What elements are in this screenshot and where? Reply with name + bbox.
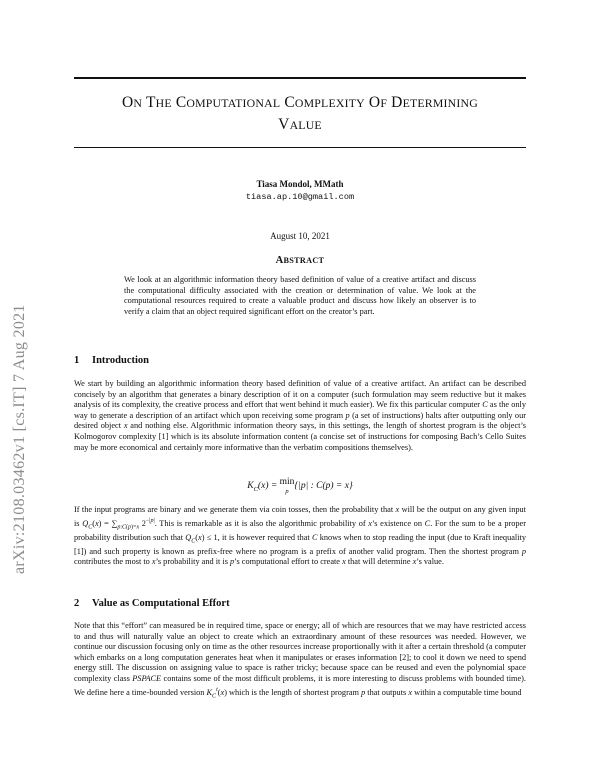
intro-paragraph-2: If the input programs are binary and we generate them via coin tosses, then the probability that x will be the output on any given input is $Q_C(x) = \sum_{p:C(p)=x}$ $2^{-|p|}$. This is remarkable as it is also the algorithmic probability of x’s existence on C. For the sum to be a proper probability distribution such that $Q_C(x) \le 1$, it is however required that C knows when to stop reading the input (due to Kraft inequality [1]) and such property is known as prefix-free where no program is a prefix of another valid program. Then the shortest program p contributes the most to x’s probability and it is p’s computational effort to create x that will determine x’s value. bbox=[74, 505, 527, 567]
intro-paragraph-1: We start by building an algorithmic information theory based definition of value of a creative artifact. An artifact can be described concisely by an algorithm that generates a binary description of it on a computer (such formulation may seem reductive but it makes analysis of its complexity, the creative process and effort that went behind it much easier). We fix this particular computer C as the only way to generate a description of an artifact which upon receiving some program p (a set of instructions) halts after outputting only our desired object x and nothing else. Algorithmic information theory says, in this settings, the length of shortest program is the object’s Kolmogorov complexity [1] which is its absolute information content (a concise set of instructions for composing Bach’s Cello Suites may be more economical and certainly more informative than the verbatim compositions themselves). bbox=[74, 379, 526, 452]
author-email: tiasa.ap.10@gmail.com bbox=[245, 192, 355, 202]
arxiv-watermark: arXiv:2108.03462v1 [cs.IT] 7 Aug 2021 bbox=[11, 304, 28, 574]
section-title: Value as Computational Effort bbox=[92, 598, 230, 609]
kolmogorov-equation: $K_C(x) = \min$ p{|p| : C(p) = x} bbox=[247, 477, 353, 495]
title-line-1: ON THE COMPUTATIONAL COMPLEXITY OF DETERMINING bbox=[122, 94, 478, 111]
paper-title bbox=[74, 92, 526, 136]
abstract-heading: ABSTRACT bbox=[275, 255, 325, 266]
section-title: Introduction bbox=[92, 355, 149, 366]
abstract-text: We look at an algorithmic information theory based definition of value of a creative artifact and discuss the computational difficulty associated with the creation or determination of value. We look at the computational resources required to create a valuable product and discuss how likely an observer is to verify a claim that an object required significant effort on the creator’s part. bbox=[124, 275, 476, 316]
section2-paragraph-1: Note that this “effort” can measured be in required time, space or energy; all of which are resources that we may have restricted access to and thus will naturally value an object to create which an extraordinary amount of these resources was needed. However, we continue our discussion focusing only on time as the other resources increase proportionally with it after a certain threshold (a computer which embarks on a long computation generates heat when it manipulates or erases information [2]; to cool it down we need to spend energy still. The discussion on assigning value to space is rather tricky; because space can be reused and even the polynomial space complexity class PSPACE contains some of the most difficult problems, it is more interesting to discuss problems with bounded time). We define here a time-bounded version $K_C^t(x)$ which is the length of shortest program p that outputs x within a computable time bound bbox=[74, 621, 526, 699]
title-line-2: VALUE bbox=[278, 116, 322, 133]
title-top-rule bbox=[74, 77, 526, 79]
section-heading-introduction bbox=[74, 355, 149, 366]
author-name: Tiasa Mondol, MMath bbox=[256, 179, 344, 189]
section-number: 2 bbox=[74, 598, 80, 609]
section-heading-value-effort bbox=[74, 598, 230, 609]
paper-date: August 10, 2021 bbox=[270, 231, 330, 241]
title-bottom-rule bbox=[74, 147, 526, 148]
section-number: 1 bbox=[74, 355, 80, 366]
